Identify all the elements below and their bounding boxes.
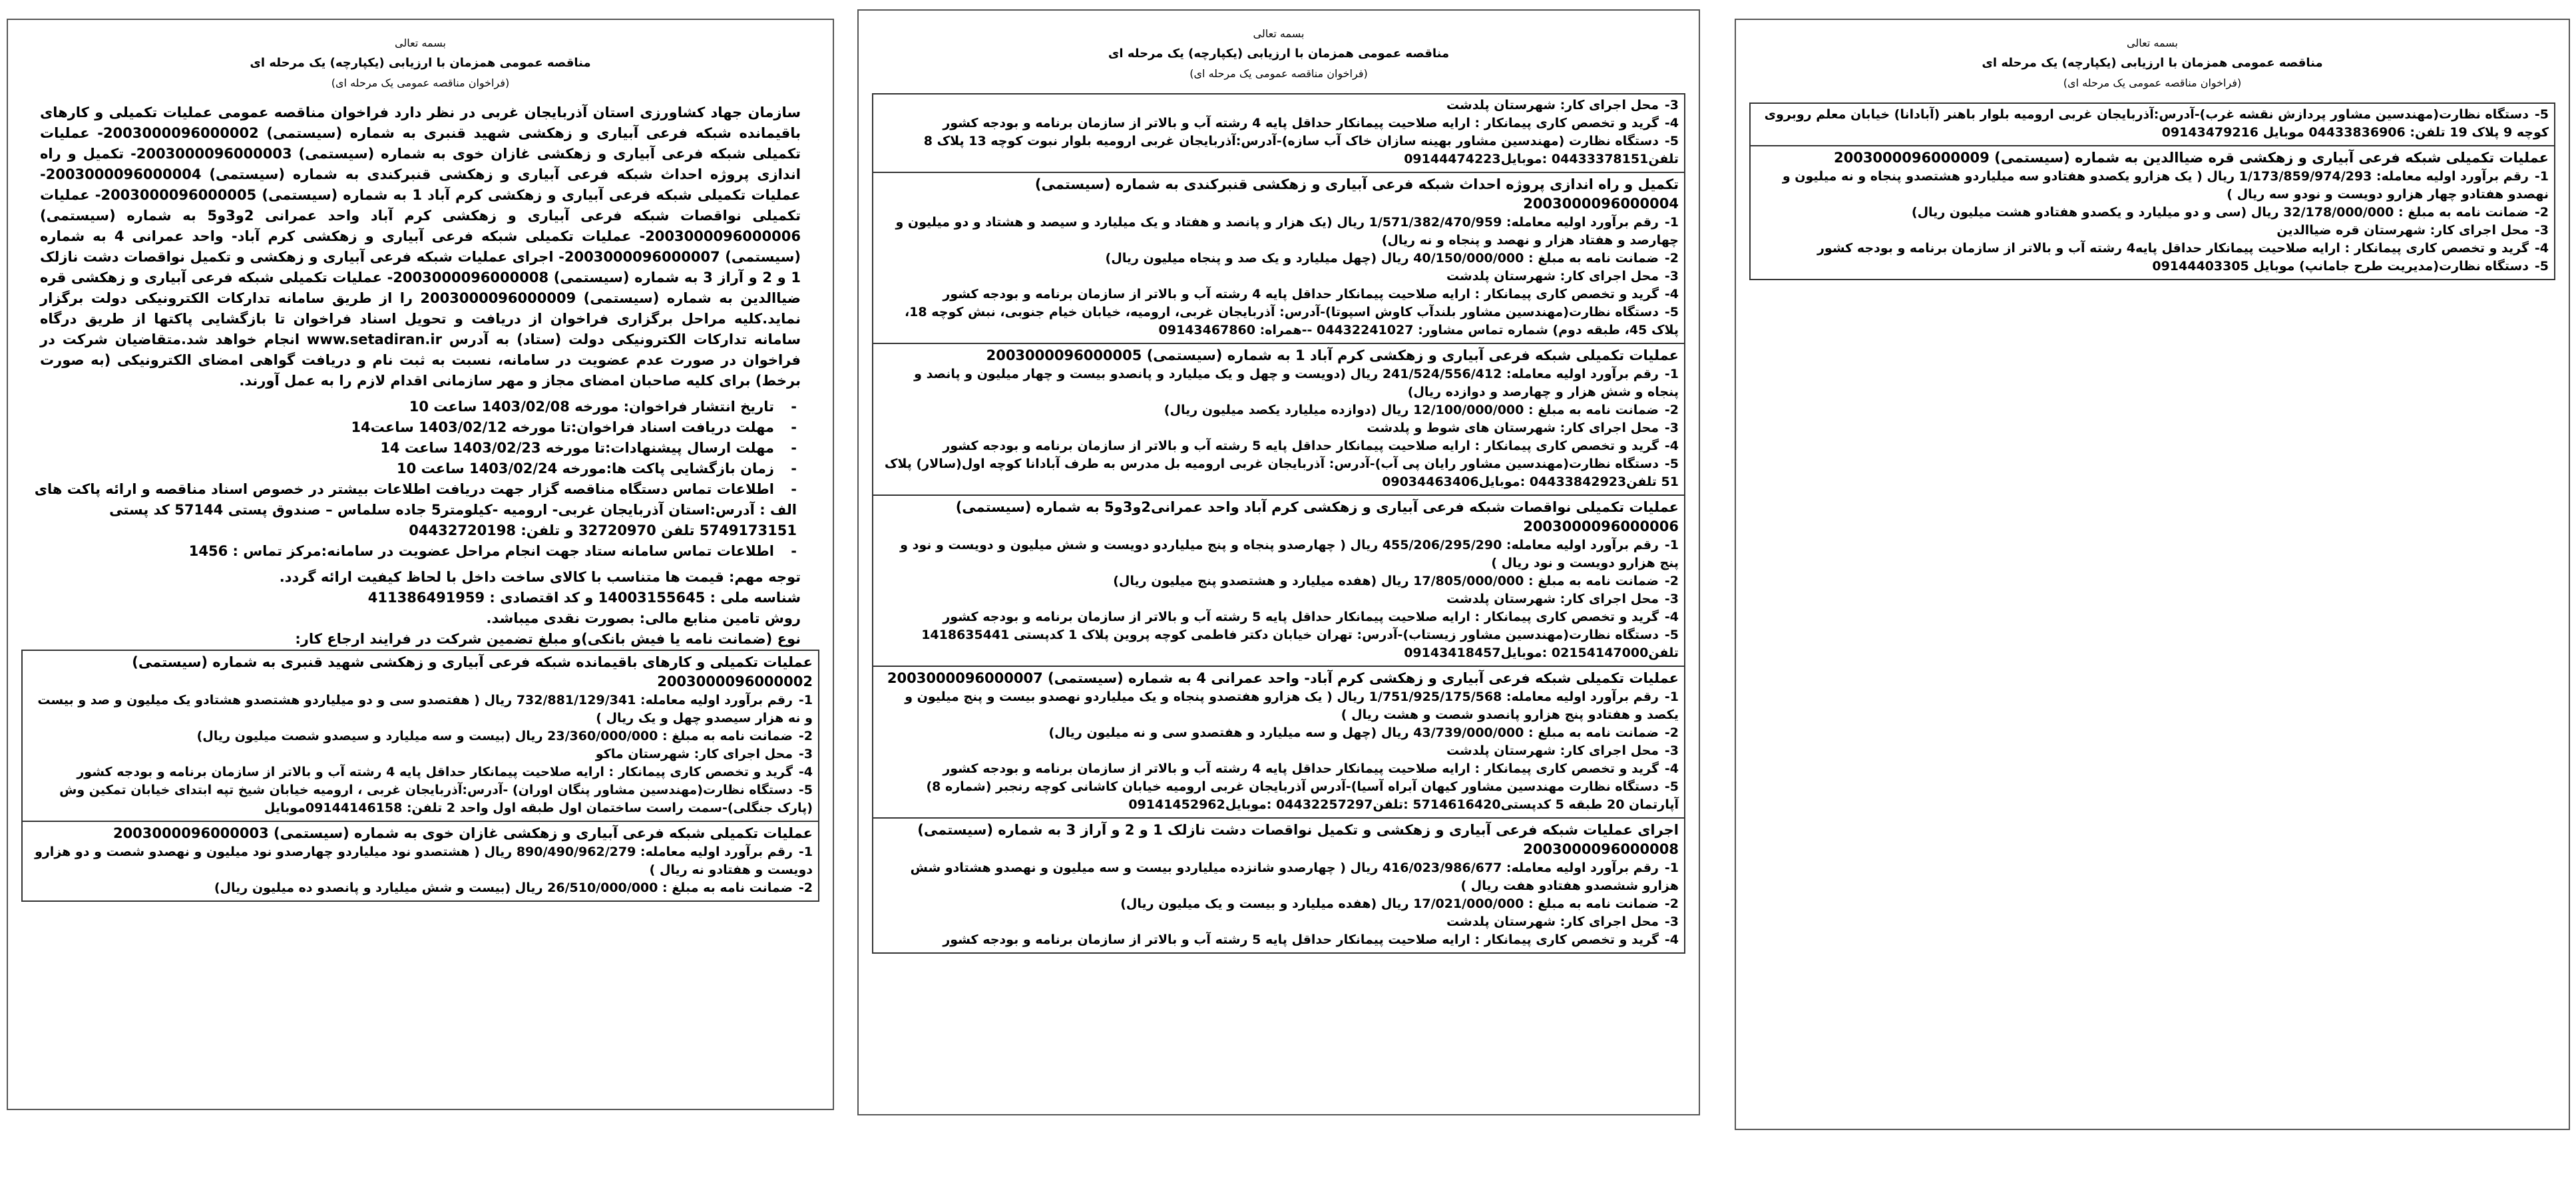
section-item: [879, 365, 1679, 401]
section-item: [879, 913, 1679, 931]
section-item: [879, 626, 1679, 662]
item-text: محل اجرای کار: شهرستان پلدشت: [1446, 98, 1659, 112]
section-items: [879, 536, 1679, 662]
section-item: [28, 781, 813, 817]
section-title: عملیات تکمیلی و کارهای باقیمانده شبکه فرعی آبیاری و زهکشی شهید قنبری به شماره (سیستمی) 2003000096000002: [132, 654, 813, 689]
page-header: [1745, 33, 2559, 93]
item-text: ضمانت نامه به مبلغ : 26/510/000/000 ریال (بیست و شش میلیارد و پانصدو ده میلیون ریال): [214, 881, 793, 895]
date-item: - مهلت ارسال پیشنهادات:تا مورخه 1403/02/23 ساعت 14: [17, 438, 797, 459]
note-national-id: شناسه ملی : 14003155645 و کد اقتصادی : 411386491959: [367, 590, 801, 606]
item-number: 3-: [1664, 914, 1679, 929]
page-title: مناقصه عمومی همزمان با ارزیابی (یکپارچه) یک مرحله ای: [1108, 47, 1450, 61]
tender-section: [873, 819, 1684, 952]
item-text: ضمانت نامه به مبلغ : 17/805/000/000 ریال (هفده میلیارد و هشتصدو پنج میلیون ریال): [1113, 574, 1659, 588]
item-number: 5-: [2534, 259, 2549, 274]
section-item: [879, 742, 1679, 760]
section-item: [879, 303, 1679, 339]
section-item: [879, 250, 1679, 268]
section-items: [879, 365, 1679, 491]
item-number: 1-: [1664, 215, 1679, 230]
section-item: [879, 572, 1679, 590]
section-item: [879, 419, 1679, 437]
item-number: 3-: [1664, 743, 1679, 758]
date-item: - اطلاعات تماس دستگاه مناقصه گزار جهت دریافت اطلاعات بیشتر در خصوص اسناد مناقصه و ارائه پاکت های الف : آدرس:استان آذربایجان غربی- ارومیه -کیلومتر5 جاده سلماس – صندوق پستی 57144 کد پستی 5749173151 تلفن 32720970 و تلفن: 04432720198: [17, 479, 797, 541]
item-text: رقم برآورد اولیه معامله: 455/206/295/290 ریال ( چهارصدو پنجاه و پنج میلیاردو دویست و شش میلیون و دویست و نود و پنج هزارو دویست و نود ریال ): [900, 538, 1679, 570]
section-item: [879, 590, 1679, 608]
section-item: [879, 455, 1679, 491]
section-item: [1756, 106, 2549, 142]
section-items: [879, 214, 1679, 339]
item-number: 3-: [1664, 421, 1679, 435]
page-title: مناقصه عمومی همزمان با ارزیابی (یکپارچه) یک مرحله ای: [250, 56, 591, 70]
section-items: [1756, 168, 2549, 276]
page-header: [868, 24, 1689, 84]
intro-paragraph: سازمان جهاد کشاورزی استان آذربایجان غربی در نظر دارد فراخوان مناقصه عمومی عملیات تکمیلی و کارهای باقیمانده شبکه فرعی آبیاری و زهکشی شهید قنبری به شماره (سیستمی) 2003000096000002- عملیات تکمیلی شبکه فرعی آبیاری و زهکشی غازان خوی به شماره (سیستمی) 2003000096000003- تکمیل و راه اندازی پروژه احداث شبکه فرعی آبیاری و زهکشی قنبرکندی به شماره (سیستمی) 2003000096000004- عملیات تکمیلی شبکه فرعی آبیاری و زهکشی کرم آباد 1 به شماره (سیستمی) 2003000096000005- عملیات تکمیلی نواقصات شبکه فرعی آبیاری و زهکشی کرم آباد واحد عمرانی 2و3و5 به شماره (سیستمی) 2003000096000006- عملیات تکمیلی شبکه فرعی آبیاری و زهکشی کرم آباد- واحد عمرانی 4 به شماره (سیستمی) 2003000096000007- اجرای عملیات شبکه فرعی آبیاری و زهکشی و تکمیل نواقصات دشت نازلک 1 و 2 و آراز 3 به شماره (سیستمی) 2003000096000008- عملیات تکمیلی شبکه فرعی آبیاری و زهکشی قره ضیاالدین به شماره (سیستمی) 2003000096000009 را از طریق سامانه تدارکات الکترونیکی دولت برگزار نماید.کلیه مراحل برگزاری فراخوان از دریافت و تحویل اسناد فراخوان تا بازگشایی پاکتها از طریق درگاه سامانه تدارکات الکترونیکی دولت (ستاد) به آدرس www.setadiran.ir انجام خواهد شد.متقاضیان شرکت در فراخوان در صورت عدم عضویت در سامانه، نسبت به ثبت نام و دریافت گواهی امضای الکترونیکی (به صورت برخط) برای کلیه صاحبان امضای مجاز و مهر سازمانی اقدام لازم را به عمل آورند.: [40, 104, 801, 389]
item-text: دستگاه نظارت(مهندسین مشاور پردازش نقشه غرب)-آدرس:آذربایجان غربی ارومیه بلوار باهنر (آبادانا) خیابان معلم روبروی کوچه 9 پلاک 19 تلفن: 04433836906 موبایل 09143479216: [1764, 107, 2549, 140]
item-text: دستگاه نظارت(مهندسین مشاور بلندآب کاوش اسپوتا)-آدرس: آذربایجان غربی، ارومیه، خیابان خیام جنوبی، نبش کوچه 18، پلاک 45، طبقه دوم) شماره تماس مشاور: 04432241027 --همراه: 09143467860: [904, 305, 1679, 337]
section-item: [28, 843, 813, 879]
note-important: توجه مهم: قیمت ها متناسب با کالای ساخت داخل با لحاظ کیفیت ارائه گردد.: [279, 569, 801, 585]
section-item: [28, 879, 813, 897]
section-item: [879, 931, 1679, 949]
section-item: [879, 895, 1679, 913]
item-text: گرید و تخصص کاری پیمانکار : ارایه صلاحیت پیمانکار حداقل پایه 4 رشته آب و بالاتر از سازمان برنامه و بودجه کشور: [943, 116, 1659, 130]
page-header: [17, 33, 823, 93]
section-item: [879, 760, 1679, 778]
item-number: 4-: [1664, 116, 1679, 130]
tender-section: [23, 822, 818, 900]
section-items: [1756, 106, 2549, 142]
item-text: محل اجرای کار: شهرستان پلدشت: [1446, 914, 1659, 929]
tender-section: [873, 344, 1684, 496]
section-items: [879, 97, 1679, 168]
item-number: 3-: [2534, 223, 2549, 238]
page-subtitle: (فراخوان مناقصه عمومی یک مرحله ای): [2063, 77, 2242, 89]
item-number: 5-: [798, 783, 813, 797]
item-text: رقم برآورد اولیه معامله: 1/173/859/974/293 ریال ( یک هزارو یکصدو هفتادو سه میلیاردو هشتصدو پنجاه و نه میلیون و نهصدو هفتادو چهار هزارو دویست و نودو سه ریال ): [1782, 169, 2549, 202]
tender-section: [1751, 104, 2554, 146]
section-item: [879, 97, 1679, 114]
section-title: عملیات تکمیلی شبکه فرعی آبیاری و زهکشی کرم آباد- واحد عمرانی 4 به شماره (سیستمی) 2003000096000007: [887, 670, 1679, 686]
item-text: گرید و تخصص کاری پیمانکار : ارایه صلاحیت پیمانکار حداقل پایه 5 رشته آب و بالاتر از سازمان برنامه و بودجه کشور: [943, 439, 1659, 453]
item-text: گرید و تخصص کاری پیمانکار : ارایه صلاحیت پیمانکار حداقل پایه 5 رشته آب و بالاتر از سازمان برنامه و بودجه کشور: [943, 610, 1659, 624]
item-text: دستگاه نظارت(مدیریت طرح جامانپ) موبایل 09144403305: [2152, 259, 2529, 274]
item-number: 4-: [2534, 241, 2549, 256]
section-item: [879, 114, 1679, 132]
tender-section: [23, 651, 818, 822]
section-item: [879, 437, 1679, 455]
tender-table-right: [1749, 102, 2555, 280]
item-number: 4-: [798, 765, 813, 779]
date-item: - اطلاعات تماس سامانه ستاد جهت انجام مراحل عضویت در سامانه:مرکز تماس : 1456: [17, 541, 797, 562]
document-page-middle: [857, 9, 1700, 1115]
note-guarantee-type: نوع (ضمانت نامه یا فیش بانکی)و مبلغ تضمین شرکت در فرایند ارجاع کار:: [295, 631, 801, 647]
item-text: ضمانت نامه به مبلغ : 23/360/000/000 ریال (بیست و سه میلیارد و سیصدو شصت میلیون ریال): [196, 729, 793, 743]
section-item: [879, 688, 1679, 724]
item-number: 2-: [1664, 896, 1679, 911]
date-item: - مهلت دریافت اسناد فراخوان:تا مورخه 1403/02/12 ساعت14: [17, 417, 797, 438]
section-item: [1756, 222, 2549, 240]
item-number: 5-: [1664, 134, 1679, 148]
document-page-left: [7, 19, 834, 1110]
dates-list: [17, 397, 823, 562]
item-number: 4-: [1664, 761, 1679, 776]
item-number: 5-: [1664, 628, 1679, 642]
item-number: 2-: [798, 881, 813, 895]
section-item: [1756, 240, 2549, 258]
page-title: مناقصه عمومی همزمان با ارزیابی (یکپارچه) یک مرحله ای: [1982, 56, 2323, 70]
item-text: رقم برآورد اولیه معامله: 1/751/925/175/568 ریال ( یک هزارو هفتصدو پنجاه و یک میلیاردو نهصدو بیست و پنج میلیون و یکصد و هفتادو پنج هزارو پانصدو شصت و هشت ریال ): [905, 689, 1679, 722]
section-title: عملیات تکمیلی شبکه فرعی آبیاری و زهکشی کرم آباد 1 به شماره (سیستمی) 2003000096000005: [986, 347, 1679, 363]
item-number: 1-: [798, 693, 813, 707]
tender-table-left: [21, 650, 819, 902]
section-items: [28, 843, 813, 897]
section-title: عملیات تکمیلی شبکه فرعی آبیاری و زهکشی غازان خوی به شماره (سیستمی) 2003000096000003: [112, 825, 813, 841]
date-item: - زمان بازگشایی پاکت ها:مورخه 1403/02/24 ساعت 10: [17, 459, 797, 479]
page-subtitle: (فراخوان مناقصه عمومی یک مرحله ای): [331, 77, 510, 89]
section-item: [28, 763, 813, 781]
item-number: 4-: [1664, 287, 1679, 301]
section-items: [28, 691, 813, 817]
section-item: [28, 727, 813, 745]
section-items: [879, 688, 1679, 814]
section-item: [879, 268, 1679, 286]
item-number: 3-: [1664, 98, 1679, 112]
item-number: 3-: [798, 747, 813, 761]
section-item: [28, 691, 813, 727]
item-text: دستگاه نظارت(مهندسین مشاور زیستاب)-آدرس: تهران خیابان دکتر فاطمی کوچه پروین پلاک 1 کدپستی 1418635441 تلفن02154147000 :موبایل09143418457: [921, 628, 1679, 660]
item-number: 5-: [1664, 457, 1679, 471]
bismillah: بسمه تعالی: [2127, 37, 2178, 49]
tender-section: [873, 95, 1684, 173]
item-text: محل اجرای کار: شهرستان پلدشت: [1446, 592, 1659, 606]
item-text: ضمانت نامه به مبلغ : 40/150/000/000 ریال (چهل میلیارد و یک صد و پنجاه میلیون ریال): [1105, 251, 1659, 266]
section-item: [1756, 168, 2549, 204]
item-number: 4-: [1664, 932, 1679, 947]
item-number: 1-: [1664, 689, 1679, 704]
item-number: 1-: [1664, 367, 1679, 381]
tender-section: [1751, 146, 2554, 279]
item-number: 1-: [2534, 169, 2549, 184]
item-text: رقم برآورد اولیه معامله: 416/023/986/677 ریال ( چهارصدو شانزده میلیاردو بیست و سه میلیون و نهصدو هشتادو شش هزارو ششصدو هفتادو هفت ریال ): [910, 861, 1679, 893]
item-text: محل اجرای کار: شهرستان پلدشت: [1446, 743, 1659, 758]
item-number: 5-: [1664, 305, 1679, 319]
item-text: محل اجرای کار: شهرستان پلدشت: [1446, 269, 1659, 284]
item-text: دستگاه نظارت(مهندسین مشاور رایان پی آب)-آدرس: آذربایجان غربی ارومیه بل مدرس به طرف آبادانا کوچه اول(سالار) پلاک 51 تلفن04433842923 :موبایل09034463406: [884, 457, 1679, 489]
item-number: 2-: [1664, 574, 1679, 588]
section-title: اجرای عملیات شبکه فرعی آبیاری و زهکشی و تکمیل نواقصات دشت نازلک 1 و 2 و آراز 3 به شماره (سیستمی) 2003000096000008: [917, 822, 1679, 857]
item-text: محل اجرای کار: شهرستان ماکو: [595, 747, 793, 761]
section-title: عملیات تکمیلی نواقصات شبکه فرعی آبیاری و زهکشی کرم آباد واحد عمرانی2و3و5 به شماره (سیستمی) 2003000096000006: [955, 499, 1679, 534]
item-text: دستگاه نظارت (مهندسین مشاور بهینه سازان خاک آب سازه)-آدرس:آذربایجان غربی ارومیه بلوار نبوت کوچه 13 پلاک 8 تلفن04433378151 :موبایل09144474223: [923, 134, 1679, 166]
item-text: گرید و تخصص کاری پیمانکار : ارایه صلاحیت پیمانکار حداقل پایه 4 رشته آب و بالاتر از سازمان برنامه و بودجه کشور: [943, 761, 1659, 776]
section-title: تکمیل و راه اندازی پروژه احداث شبکه فرعی آبیاری و زهکشی قنبرکندی به شماره (سیستمی) 2003000096000004: [1034, 176, 1679, 212]
item-text: دستگاه نظارت(مهندسین مشاور پنگان اوران) -آدرس:آذربایجان غربی ، ارومیه خیابان شیخ تپه ابتدای خیابان تمکین وش (پارک جنگلی)-سمت راست ساختمان اول طبقه اول واحد 2 تلفن: 09144146158موبایل: [59, 783, 813, 815]
item-number: 1-: [798, 845, 813, 859]
item-number: 1-: [1664, 861, 1679, 875]
section-item: [879, 401, 1679, 419]
item-number: 2-: [2534, 205, 2549, 220]
section-item: [879, 724, 1679, 742]
section-item: [28, 745, 813, 763]
page-subtitle: (فراخوان مناقصه عمومی یک مرحله ای): [1189, 67, 1368, 80]
item-text: محل اجرای کار: شهرستان قره ضیاالدین: [2276, 223, 2529, 238]
item-number: 4-: [1664, 439, 1679, 453]
note-funding: روش تامین منابع مالی: بصورت نقدی میباشد.: [486, 610, 801, 626]
section-item: [879, 608, 1679, 626]
item-text: رقم برآورد اولیه معامله: 1/571/382/470/959 ریال (یک هزار و پانصد و هفتاد و یک میلیارد و سیصد و هشتاد و دو میلیون و چهارصد و هفتاد هزار و نهصد و پنجاه و نه ریال): [895, 215, 1679, 248]
tender-section: [873, 496, 1684, 667]
section-item: [1756, 204, 2549, 222]
item-number: 3-: [1664, 269, 1679, 284]
item-number: 3-: [1664, 592, 1679, 606]
item-text: رقم برآورد اولیه معامله: 890/490/962/279 ریال ( هشتصدو نود میلیاردو چهارصدو نود میلیون و نهصدو شصت و دو هزارو دویست و هفتادو نه ریال ): [35, 845, 813, 877]
item-number: 5-: [1664, 779, 1679, 794]
item-text: گرید و تخصص کاری پیمانکار : ارایه صلاحیت پیمانکار حداقل پایه 4 رشته آب و بالاتر از سازمان برنامه و بودجه کشور: [943, 287, 1659, 301]
date-item: - تاریخ انتشار فراخوان: مورخه 1403/02/08 ساعت 10: [17, 397, 797, 417]
document-page-right: [1735, 19, 2570, 1130]
tender-section: [873, 173, 1684, 344]
item-number: 1-: [1664, 538, 1679, 552]
item-number: 2-: [1664, 403, 1679, 417]
section-item: [1756, 258, 2549, 276]
section-item: [879, 214, 1679, 250]
item-number: 2-: [1664, 251, 1679, 266]
item-text: گرید و تخصص کاری پیمانکار : ارایه صلاحیت پیمانکار حداقل پایه 4 رشته آب و بالاتر از سازمان برنامه و بودجه کشور: [77, 765, 793, 779]
item-number: 2-: [1664, 725, 1679, 740]
item-text: ضمانت نامه به مبلغ : 17/021/000/000 ریال (هفده میلیارد و بیست و یک میلیون ریال): [1120, 896, 1659, 911]
item-number: 4-: [1664, 610, 1679, 624]
item-text: گرید و تخصص کاری پیمانکار : ارایه صلاحیت پیمانکار حداقل پایه4 رشته آب و بالاتر از سازمان برنامه و بودجه کشور: [1817, 241, 2529, 256]
item-text: ضمانت نامه به مبلغ : 43/739/000/000 ریال (چهل و سه میلیارد و هفتصدو سی و نه میلیون ریال): [1048, 725, 1659, 740]
item-text: رقم برآورد اولیه معامله: 241/524/556/412 ریال (دویست و چهل و یک میلیارد و پانصدو بیست و چهار میلیون و پانصد و پنجاه و شش هزار و چهارصد و دوازده ریال): [914, 367, 1679, 399]
section-title: عملیات تکمیلی شبکه فرعی آبیاری و زهکشی قره ضیاالدین به شماره (سیستمی) 2003000096000009: [1833, 150, 2549, 166]
section-item: [879, 536, 1679, 572]
item-text: دستگاه نظارت مهندسین مشاور کیهان آبراه آسیا)-آدرس آذربایجان غربی ارومیه خیابان کاشانی کوچه رنجبر (شماره 8) آپارتمان 20 طبقه 5 کدپستی5714616420 :تلفن04432257297 :موبایل09141452962: [926, 779, 1679, 812]
item-text: محل اجرای کار: شهرستان های شوط و پلدشت: [1367, 421, 1659, 435]
bismillah: بسمه تعالی: [395, 37, 446, 49]
item-number: 5-: [2534, 107, 2549, 122]
section-item: [879, 286, 1679, 303]
item-number: 2-: [798, 729, 813, 743]
section-item: [879, 859, 1679, 895]
tender-section: [873, 667, 1684, 819]
item-text: رقم برآورد اولیه معامله: 732/881/129/341 ریال ( هفتصدو سی و دو میلیاردو هشتصدو هشتادو یک میلیون و صد و بیست و نه هزار سیصدو چهل و یک ریال ): [37, 693, 813, 725]
tender-table-middle: [872, 93, 1685, 954]
bismillah: بسمه تعالی: [1253, 27, 1305, 40]
section-item: [879, 132, 1679, 168]
section-item: [879, 778, 1679, 814]
item-text: ضمانت نامه به مبلغ : 32/178/000/000 ریال (سی و دو میلیارد و یکصدو هفتادو هشت میلیون ریال): [1911, 205, 2529, 220]
item-text: گرید و تخصص کاری پیمانکار : ارایه صلاحیت پیمانکار حداقل پایه 5 رشته آب و بالاتر از سازمان برنامه و بودجه کشور: [943, 932, 1659, 947]
section-items: [879, 859, 1679, 949]
item-text: ضمانت نامه به مبلغ : 12/100/000/000 ریال (دوازده میلیارد یکصد میلیون ریال): [1164, 403, 1659, 417]
notes-block: [17, 567, 823, 650]
